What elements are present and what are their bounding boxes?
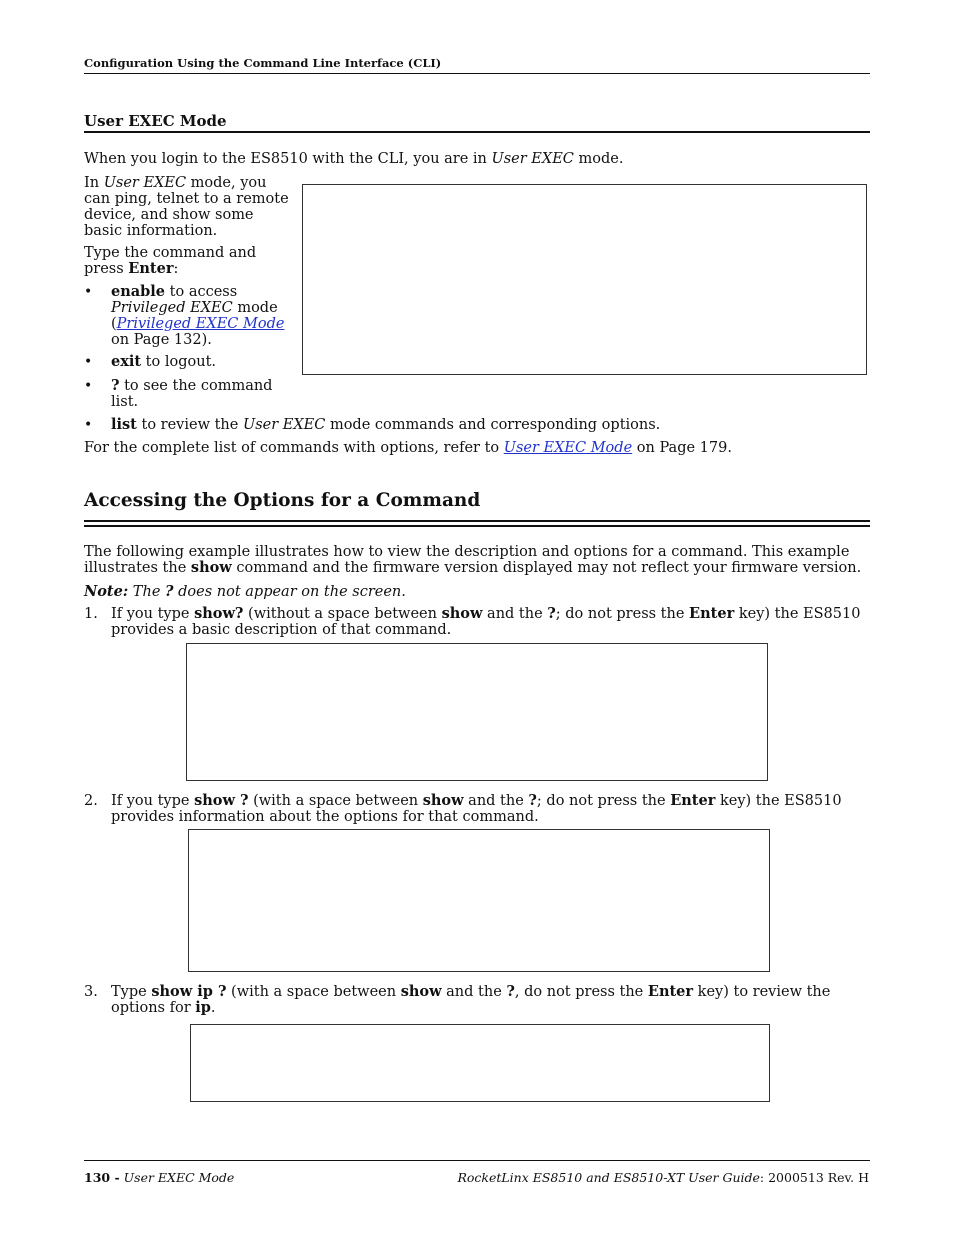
side-paragraph-2: Type the command and press Enter: (84, 245, 257, 277)
bullet-item-exit: exit to logout. (111, 353, 217, 370)
bullet-marker: • (84, 378, 93, 394)
cli-screenshot-placeholder-1 (302, 184, 867, 375)
step-number: 2. (84, 793, 98, 809)
bullet-marker: • (84, 417, 93, 433)
section-rule-bottom (84, 525, 870, 527)
intro-paragraph: When you login to the ES8510 with the CLI, you are in User EXEC mode. (84, 151, 624, 167)
cli-screenshot-placeholder-3 (188, 829, 770, 972)
cli-screenshot-placeholder-2 (186, 643, 768, 781)
section-heading-accessing-options: Accessing the Options for a Command (84, 490, 481, 511)
running-header: Configuration Using the Command Line Interface (CLI) (84, 56, 442, 70)
step-3-text: Type show ip ? (with a space between show and the ?, do not press the Enter key) to review the options for ip. (111, 983, 831, 1016)
note-line: Note: The ? does not appear on the screen. (84, 583, 406, 600)
side-paragraph-1: In User EXEC mode, you can ping, telnet to a remote device, and show some basic information. (84, 175, 289, 239)
section-rule-top (84, 520, 870, 522)
bullet-item-enable: enable to access Privileged EXEC mode (Privileged EXEC Mode on Page 132). (111, 283, 285, 348)
section-rule (84, 131, 870, 133)
footer-doc-info: RocketLinx ES8510 and ES8510-XT User Guide: 2000513 Rev. H (457, 1170, 869, 1185)
reference-paragraph: For the complete list of commands with options, refer to User EXEC Mode on Page 179. (84, 440, 732, 456)
section-heading-user-exec: User EXEC Mode (84, 112, 227, 130)
link-user-exec-mode[interactable]: User EXEC Mode (503, 440, 633, 456)
step-number: 3. (84, 984, 98, 1000)
bullet-marker: • (84, 284, 93, 300)
step-1-text: If you type show? (without a space between show and the ?; do not press the Enter key) the ES8510 provides a basic description of that command. (111, 605, 861, 638)
step-2-text: If you type show ? (with a space between show and the ?; do not press the Enter key) the ES8510 provides information about the options for that command. (111, 792, 842, 825)
bullet-item-list: list to review the User EXEC mode commands and corresponding options. (111, 416, 661, 433)
options-paragraph: The following example illustrates how to view the description and options for a command. This example illustrates the show command and the firmware version displayed may not reflect your firmware version. (84, 544, 862, 576)
bullet-marker: • (84, 354, 93, 370)
link-privileged-exec-mode[interactable]: Privileged EXEC Mode (116, 316, 285, 332)
footer-page-info: 130 - User EXEC Mode (84, 1170, 235, 1185)
footer-rule (84, 1160, 870, 1161)
cli-screenshot-placeholder-4 (190, 1024, 770, 1102)
step-number: 1. (84, 606, 98, 622)
bullet-item-question: ? to see the command list. (111, 377, 273, 410)
header-rule (84, 73, 870, 74)
